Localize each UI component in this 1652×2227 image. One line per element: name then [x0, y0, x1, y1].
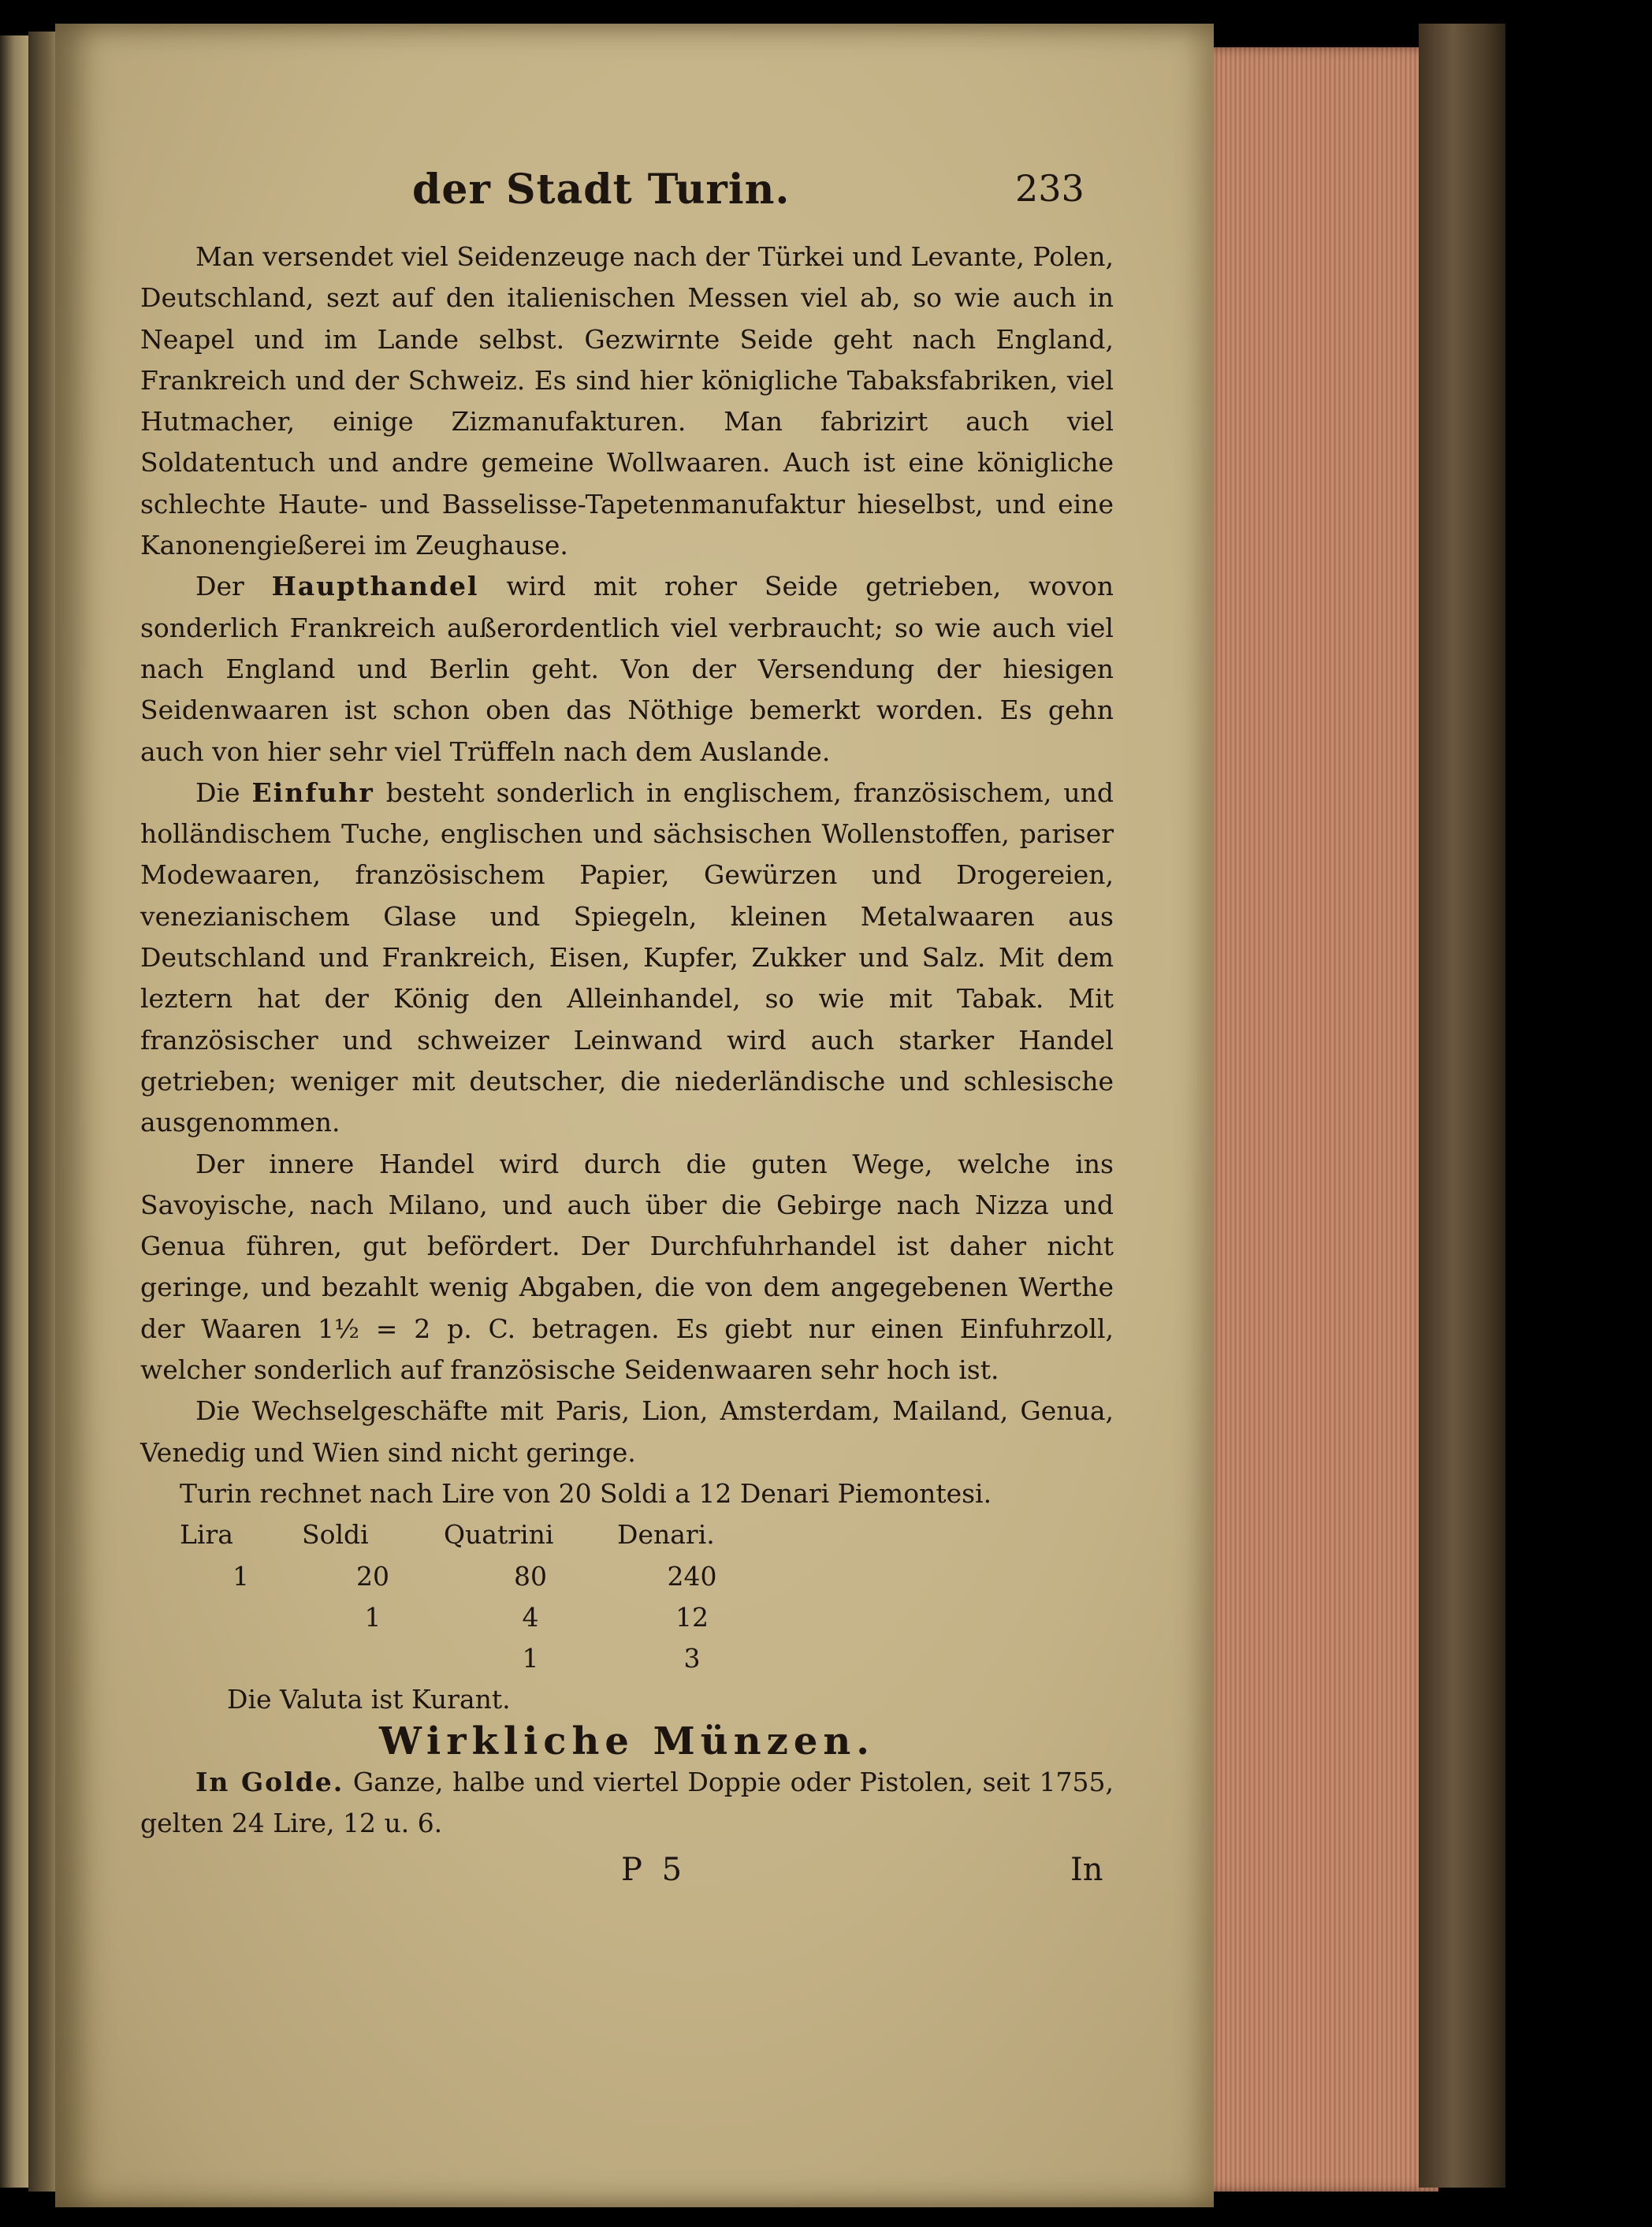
column-header: Quatrini — [444, 1519, 554, 1551]
table-cell: 80 — [514, 1560, 547, 1592]
paragraph-text: besteht sonderlich in englischem, französischem, und holländischem Tuche, englischen und sächsischen Wollenstoffen, pariser Modewaaren, französischem Papier, Gewürzen und Drogereien, venezianischem Glase und Spiegeln, kleinen Metalwaaren aus Deutschland und Frankreich, Eisen, Kupfer, Zukker und Salz. Mit dem leztern hat der König den Alleinhandel, so wie mit Tabak. Mit französischer und schweizer Leinwand wird auch starker Handel getrieben; weniger mit deutscher, die niederländische und schlesische ausgenommen. — [140, 776, 1114, 1138]
gold-label: In Golde. — [195, 1766, 344, 1797]
table-cell — [180, 1638, 302, 1679]
paragraph-exchange: Die Wechselgeschäfte mit Paris, Lion, Amsterdam, Mailand, Genua, Venedig und Wien sind nicht geringe. — [140, 1395, 1114, 1468]
column-header: Denari. — [617, 1519, 715, 1551]
table-cell: 12 — [675, 1601, 709, 1633]
table-cell: 1 — [522, 1643, 539, 1674]
signature-mark: P 5 — [621, 1851, 687, 1888]
currency-intro: Turin rechnet nach Lire von 20 Soldi a 12 Denari Piemontesi. — [180, 1477, 992, 1509]
paragraph-lead: Der — [195, 571, 244, 602]
column-header: Soldi — [302, 1519, 369, 1551]
catchword: In — [1070, 1851, 1103, 1888]
table-cell: 20 — [356, 1560, 389, 1592]
page-number: 233 — [1015, 167, 1085, 210]
previous-page-edge — [0, 35, 32, 2188]
column-header: Lira — [180, 1519, 233, 1551]
page-edges — [1202, 47, 1438, 2192]
paragraph-inner-trade: Der innere Handel wird durch die guten Wege, welche ins Savoyische, nach Milano, und auch über die Gebirge nach Nizza und Genua führen, gut befördert. Der Durchfuhrhandel ist daher nicht geringe, und bezahlt wenig Abgaben, die von dem angegebenen Werthe der Waaren 1½ = 2 p. C. betragen. Es giebt nur einen Einfuhrzoll, welcher sonderlich auf französische Seidenwaaren sehr hoch ist. — [140, 1148, 1114, 1386]
currency-row — [180, 1638, 767, 1679]
scan-background — [1505, 0, 1652, 2227]
currency-row — [180, 1556, 767, 1597]
table-cell: 3 — [683, 1643, 701, 1674]
paragraph-text: wird mit roher Seide getrieben, wovon sonderlich Frankreich außerordentlich viel verbraucht; so wie auch viel nach England und Berlin geht. Von der Versendung der hiesigen Seidenwaaren ist schon oben das Nöthige bemerkt worden. Es gehn auch von hier sehr viel Trüffeln nach dem Auslande. — [140, 571, 1114, 767]
table-cell: 1 — [364, 1601, 381, 1633]
page-header — [140, 166, 1114, 229]
table-cell: 240 — [667, 1560, 717, 1592]
currency-header-row — [180, 1514, 767, 1555]
page-body — [140, 236, 1114, 1897]
gold-text: Ganze, halbe und viertel Doppie oder Pistolen, seit 1755, gelten 24 Lire, 12 u. 6. — [140, 1766, 1114, 1839]
table-cell: 1 — [233, 1560, 249, 1592]
table-cell — [180, 1597, 302, 1638]
section-title: Wirkliche Münzen. — [378, 1719, 876, 1763]
paragraph-lead: Die — [195, 776, 240, 808]
book-cover-edge — [1419, 24, 1505, 2188]
paragraph-imports — [140, 773, 1114, 1144]
book-page — [55, 24, 1214, 2207]
paragraph-main-trade — [140, 566, 1114, 772]
term-haupthandel: Haupthandel — [271, 571, 479, 602]
paragraph-gold — [140, 1762, 1114, 1845]
currency-table — [180, 1514, 767, 1679]
term-einfuhr: Einfuhr — [251, 776, 374, 808]
running-head: der Stadt Turin. — [412, 166, 791, 214]
paragraph-exports: Man versendet viel Seidenzeuge nach der Türkei und Levante, Polen, Deutschland, sezt auf den italienischen Messen viel ab, so wie auch in Neapel und im Lande selbst. Gezwirnte Seide geht nach England, Frankreich und der Schweiz. Es sind hier königliche Tabaksfabriken, viel Hutmacher, einige Zizmanufakturen. Man fabrizirt auch viel Soldatentuch und andre gemeine Wollwaaren. Auch ist eine königliche schlechte Haute- und Basselisse-Tapetenmanufaktur hieselbst, und eine Kanonengießerei im Zeughause. — [140, 241, 1114, 561]
page-footer — [140, 1849, 1114, 1897]
table-cell: 4 — [522, 1601, 539, 1633]
currency-row — [180, 1597, 767, 1638]
table-cell — [302, 1638, 444, 1679]
valuta-note: Die Valuta ist Kurant. — [227, 1684, 511, 1715]
